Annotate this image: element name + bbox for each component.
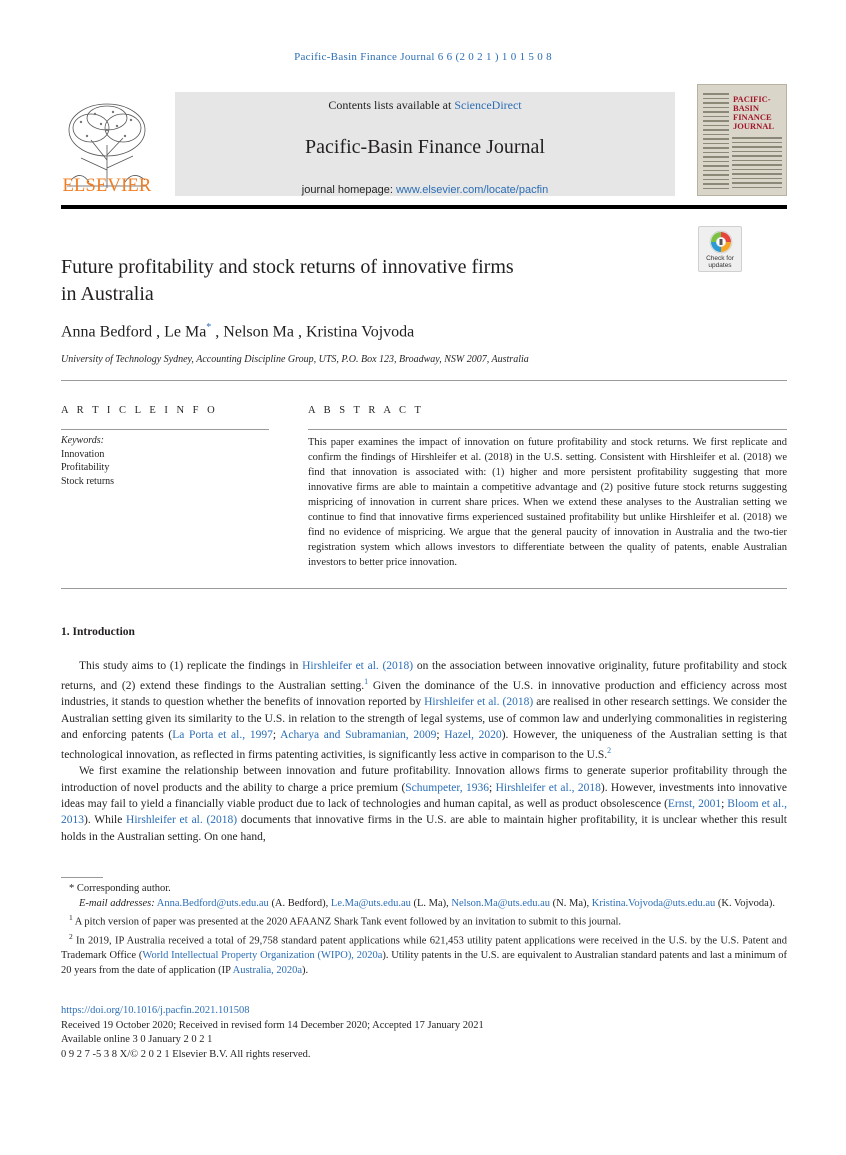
footnotes	[61, 882, 787, 978]
email-link[interactable]: Nelson.Ma@uts.edu.au	[451, 897, 551, 909]
divider	[61, 588, 787, 589]
article-title	[61, 254, 661, 308]
publication-info	[61, 1004, 787, 1062]
citation-link[interactable]: Hazel, 2020	[444, 729, 502, 742]
author-name[interactable]: Le Ma	[164, 323, 207, 341]
citation-link[interactable]: World Intellectual Property Organization (WIPO), 2020a	[142, 950, 383, 961]
author-affiliation: University of Technology Sydney, Accounting Discipline Group, UTS, P.O. Box 123, Broadway, NSW 2007, Australia	[61, 354, 529, 365]
footnote-2: $^2$ In 2019, IP Australia received a total of 29,758 standard patent applications while 621,453 utility patent applications were received in the U.S. by the U.S. Patent and Trademark Office (World Intellectual Property Organization (WIPO), 2020a). Utility patents in the U.S. are equivalent to Australian standard patents and last a minimum of 20 years from the date of application (IP Australia, 2020a).	[61, 932, 788, 976]
keyword: Stock returns	[61, 475, 115, 487]
author-list: Anna Bedford , Le Ma* , Nelson Ma , Kristina Vojvoda	[61, 322, 415, 341]
keyword: Innovation	[61, 448, 105, 460]
abstract-text: This paper examines the impact of innovation on future profitability and stock returns. We first replicate and confirm the findings of Hirshleifer et al. (2018) in the U.S. setting. Consistent with Hirshleifer et al. (2018) we find that innovation is associated with: (1) higher and more persistent profitability suggesting that more innovative firms are able to maintain a competitive advantage and (2) positive future stock returns suggesting mispricing of innovation in current share prices. When we extend these analyses to the Australian setting we continue to find that innovative firms experienced sustained profitability but unlike Hirshleifer et al. (2018) we find no evidence of mispricing. We argue that the general paucity of innovation in Australia and the two-tier registration system which allows investors to differentiate between the quality of patents, enable Australian investors to better price innovation.	[308, 437, 787, 568]
masthead-rule	[61, 205, 787, 209]
keywords-block	[61, 434, 114, 488]
footnote-1: $^1$ A pitch version of paper was presented at the 2020 AFAANZ Shark Tank event followed by an invitation to submit to this journal.	[69, 913, 622, 928]
journal-title: Pacific-Basin Finance Journal	[305, 136, 545, 158]
paragraph: This study aims to (1) replicate the findings in Hirshleifer et al. (2018) on the association between innovative originality, future profitability and stock returns, and (2) extend these findings to the Australian setting.$^1$ Given the dominance of the U.S. in innovative production and efficiency across most industries, it stands to question whether the benefits of innovation reported by Hirshleifer et al. (2018) are realised in other research settings. We consider the Australian setting given its similarity to the U.S. in relation to the strength of legal systems, use of common law and underlying commonalities in registering and enforcing patents (La Porta et al., 1997; Acharya and Subramanian, 2009; Hazel, 2020). However, the uniqueness of the Australian setting is that technological innovation, as reflected in firms patenting activities, is significantly less active in comparison to the U.S.$^2$	[61, 660, 787, 762]
author-name[interactable]: Kristina Vojvoda	[305, 323, 415, 341]
citation-link[interactable]: Acharya and Subramanian, 2009	[280, 729, 437, 742]
contents-line	[175, 98, 675, 113]
citation-link[interactable]: Bloom et al., 2013	[61, 798, 787, 827]
contents-prefix: Contents lists available at	[328, 98, 455, 112]
keywords-label: Keywords:	[61, 435, 104, 446]
email-link[interactable]: Kristina.Vojvoda@uts.edu.au	[591, 897, 716, 909]
divider	[308, 429, 787, 430]
cover-title: PACIFIC-BASIN FINANCE JOURNAL	[733, 94, 775, 131]
journal-homepage-link[interactable]: www.elsevier.com/locate/pacfin	[395, 184, 549, 196]
citation-link[interactable]: Hirshleifer et al. (2018)	[302, 660, 414, 672]
citation-link[interactable]: Schumpeter, 1936	[405, 781, 489, 794]
author-name[interactable]: Nelson Ma	[223, 323, 294, 341]
check-updates-label: Check for updates	[706, 255, 734, 269]
section-heading-introduction: 1. Introduction	[61, 626, 135, 638]
footnote-rule	[61, 877, 103, 878]
citation-link[interactable]: Hirshleifer et al. (2018)	[126, 814, 238, 827]
received-dates: Received 19 October 2020; Received in revised form 14 December 2020; Accepted 17 January 2021	[61, 1019, 484, 1031]
paragraph: We first examine the relationship between innovation and future profitability. Innovation allows firms to generate superior profitability through the introduction of novel products and the ability to charge a price premium (Schumpeter, 1936; Hirshleifer et al., 2018). However, investments into innovative ideas may fail to yield a financially viable product due to lack of technologies and human capital, as well as product obsolescence (Ernst, 2001; Bloom et al., 2013). While Hirshleifer et al. (2018) documents that innovative firms in the U.S. are able to maintain higher profitability, it is unclear whether this result holds in the Australian setting. On one hand,	[61, 765, 787, 843]
doi-link[interactable]: https://doi.org/10.1016/j.pacfin.2021.101508	[61, 1005, 250, 1016]
article-info-heading: A R T I C L E I N F O	[61, 405, 218, 416]
corresponding-author-note: * Corresponding author.	[69, 883, 171, 894]
email-link[interactable]: Anna.Bedford@uts.edu.au	[156, 897, 269, 909]
author-name[interactable]: Anna Bedford	[61, 323, 153, 341]
abstract-heading: A B S T R A C T	[308, 405, 424, 416]
check-updates-icon	[709, 230, 733, 254]
citation-link[interactable]: Hirshleifer et al. (2018)	[424, 696, 534, 709]
homepage-line	[175, 184, 675, 196]
footnote-ref[interactable]: 2	[607, 746, 612, 756]
citation-link[interactable]: La Porta et al., 1997	[172, 729, 273, 742]
title-line-2: in Australia	[61, 283, 154, 305]
citation-link[interactable]: Australia, 2020a	[232, 964, 303, 976]
journal-citation-link[interactable]: Pacific-Basin Finance Journal 6 6 (2 0 2 1 ) 1 0 1 5 0 8	[294, 51, 552, 63]
homepage-prefix: journal homepage:	[301, 184, 396, 196]
copyright: 0 9 2 7 -5 3 8 X/© 2 0 2 1 Elsevier B.V. All rights reserved.	[61, 1048, 311, 1060]
journal-masthead	[61, 84, 787, 202]
check-for-updates-button[interactable]	[698, 226, 742, 272]
cover-body-lines	[732, 137, 782, 191]
email-addresses: E-mail addresses: Anna.Bedford@uts.edu.au (A. Bedford), Le.Ma@uts.edu.au (L. Ma), Nelson.Ma@uts.edu.au (N. Ma), Kristina.Vojvoda@uts.edu.au (K. Vojvoda).	[79, 897, 775, 909]
cover-toc-lines	[703, 93, 729, 192]
divider	[61, 380, 787, 381]
corresponding-author-marker[interactable]: *	[206, 322, 212, 333]
sciencedirect-link[interactable]: ScienceDirect	[454, 98, 522, 112]
footnote-ref[interactable]: 1	[364, 677, 369, 687]
citation-link[interactable]: Ernst, 2001	[667, 798, 722, 811]
title-line-1: Future profitability and stock returns of innovative firms	[61, 256, 514, 278]
available-online: Available online 3 0 January 2 0 2 1	[61, 1034, 213, 1045]
masthead-banner	[175, 92, 675, 196]
email-link[interactable]: Le.Ma@uts.edu.au	[330, 897, 411, 909]
journal-cover-thumbnail[interactable]	[697, 84, 787, 196]
elsevier-wordmark: ELSEVIER	[62, 176, 152, 196]
citation-link[interactable]: Hirshleifer et al., 2018	[495, 781, 601, 794]
introduction-body	[61, 658, 787, 845]
keyword: Profitability	[61, 462, 110, 473]
divider	[61, 429, 269, 430]
